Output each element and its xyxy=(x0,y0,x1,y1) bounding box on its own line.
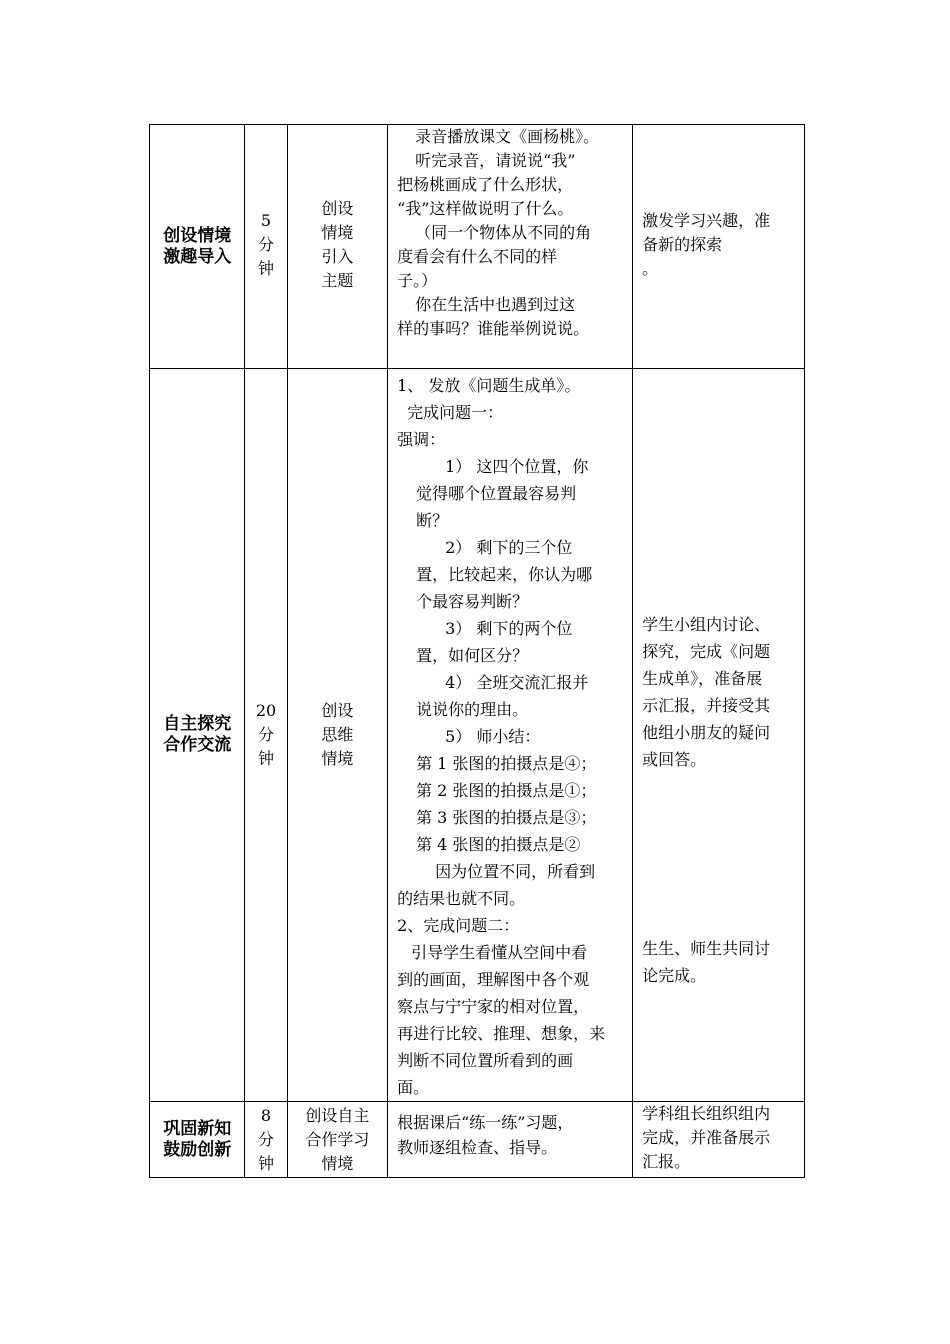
content-line: 你在生活中也遇到过这 xyxy=(415,295,576,314)
content-line: 强调： xyxy=(397,430,446,449)
purpose-line: 学生小组内讨论、 xyxy=(642,615,771,634)
content-line: 5） 师小结： xyxy=(445,727,541,746)
table-row xyxy=(150,125,805,369)
content-line: 因为位置不同，所看到 xyxy=(435,862,596,881)
method-line: 创设 xyxy=(321,199,354,218)
content-line: 第 1 张图的拍摄点是④； xyxy=(416,754,597,773)
purpose-line: 。 xyxy=(642,259,659,278)
stage-cell xyxy=(150,369,245,1102)
purpose-line: 学科组长组织组内 xyxy=(642,1104,771,1123)
content-line: 的结果也就不同。 xyxy=(397,889,526,908)
content-line: 教师逐组检查、指导。 xyxy=(397,1138,558,1157)
stage-line: 鼓励创新 xyxy=(163,1139,232,1160)
stage-cell xyxy=(150,125,245,369)
method-line: 主题 xyxy=(321,271,354,290)
time-line: 分 xyxy=(258,235,275,254)
purpose-line: 生生、师生共同讨 xyxy=(642,939,771,958)
time-line: 钟 xyxy=(258,259,275,278)
time-line: 分 xyxy=(258,1129,275,1149)
content-line: 2、完成问题二： xyxy=(397,916,520,935)
purpose-cell xyxy=(633,125,805,369)
time-line: 钟 xyxy=(258,1153,275,1173)
content-line: 1） 这四个位置，你 xyxy=(445,457,589,476)
stage-line: 巩固新知 xyxy=(163,1118,232,1139)
content-line: 完成问题一： xyxy=(407,403,504,422)
method-cell xyxy=(287,125,387,369)
content-line: 4） 全班交流汇报并 xyxy=(445,673,589,692)
content-line: 断？ xyxy=(416,511,449,530)
method-cell xyxy=(287,1102,387,1178)
stage-line: 合作交流 xyxy=(163,735,232,755)
lesson-plan-table xyxy=(149,124,805,1178)
time-cell xyxy=(245,369,287,1102)
content-line: 根据课后“练一练”习题， xyxy=(397,1113,574,1132)
content-line: 度看会有什么不同的样 xyxy=(397,247,558,266)
content-line: 引导学生看懂从空间中看 xyxy=(411,943,588,962)
content-line: 录音播放课文《画杨桃》。 xyxy=(415,127,600,146)
method-line: 创设自主 xyxy=(305,1105,370,1125)
content-line: 第 4 张图的拍摄点是② xyxy=(416,835,581,854)
content-line: 第 3 张图的拍摄点是③； xyxy=(416,808,597,827)
stage-cell xyxy=(150,1102,245,1178)
content-line: 判断不同位置所看到的画 xyxy=(397,1051,574,1070)
content-line: 1、 发放《问题生成单》。 xyxy=(397,376,581,395)
time-line: 钟 xyxy=(258,749,275,768)
purpose-line: 生成单》，准备展 xyxy=(642,669,763,688)
time-line: 8 xyxy=(260,1105,272,1125)
purpose-line: 完成，并准备展示 xyxy=(642,1128,771,1147)
method-cell xyxy=(287,369,387,1102)
content-line: 3） 剩下的两个位 xyxy=(445,619,573,638)
content-line: 察点与宁宁家的相对位置， xyxy=(397,997,590,1016)
time-line: 20 xyxy=(255,701,277,720)
content-line: 样的事吗？谁能举例说说。 xyxy=(397,319,590,338)
method-line: 创设 xyxy=(321,701,354,720)
content-line: 觉得哪个位置最容易判 xyxy=(416,484,577,503)
purpose-line: 激发学习兴趣，准 xyxy=(642,211,771,230)
stage-line: 自主探究 xyxy=(163,714,232,734)
purpose-line: 示汇报，并接受其 xyxy=(642,696,771,715)
content-line: 说说你的理由。 xyxy=(416,700,529,719)
content-line: 再进行比较、推理、想象，来 xyxy=(397,1024,606,1043)
method-line: 合作学习 xyxy=(305,1129,370,1149)
content-line: 到的画面，理解图中各个观 xyxy=(397,970,590,989)
content-cell xyxy=(388,125,633,369)
content-line: 2） 剩下的三个位 xyxy=(445,538,573,557)
content-line: 听完录音，请说说“我” xyxy=(415,151,576,170)
purpose-line: 论完成。 xyxy=(642,966,707,985)
method-line: 情境 xyxy=(321,223,354,242)
content-line: 面。 xyxy=(397,1078,430,1097)
content-line: 个最容易判断？ xyxy=(416,592,529,611)
purpose-cell xyxy=(633,369,805,1102)
purpose-line: 探究，完成《问题 xyxy=(642,642,771,661)
purpose-line: 或回答。 xyxy=(642,750,707,769)
content-cell xyxy=(388,1102,633,1178)
purpose-line: 备新的探索 xyxy=(642,235,723,254)
content-line: 置，如何区分？ xyxy=(416,646,529,665)
stage-line: 创设情境 xyxy=(163,225,232,246)
method-line: 情境 xyxy=(321,1153,354,1173)
content-line: 子。） xyxy=(397,271,438,290)
purpose-cell xyxy=(633,1102,805,1178)
content-line: （同一个物体从不同的角 xyxy=(415,223,592,242)
purpose-line: 他组小朋友的疑问 xyxy=(642,723,771,742)
method-line: 情境 xyxy=(321,749,354,768)
method-line: 思维 xyxy=(321,725,354,744)
content-line: “我”这样做说明了什么。 xyxy=(397,199,574,218)
table-row xyxy=(150,369,805,1102)
method-line: 引入 xyxy=(321,247,354,266)
time-line: 5 xyxy=(260,211,272,230)
stage-line: 激趣导入 xyxy=(163,246,232,267)
time-cell xyxy=(245,1102,287,1178)
table-row xyxy=(150,1102,805,1178)
time-line: 分 xyxy=(258,725,275,744)
content-line: 置，比较起来，你认为哪 xyxy=(416,565,593,584)
purpose-line: 汇报。 xyxy=(642,1152,691,1171)
content-cell xyxy=(388,369,633,1102)
time-cell xyxy=(245,125,287,369)
content-line: 第 2 张图的拍摄点是①； xyxy=(416,781,597,800)
content-line: 把杨桃画成了什么形状， xyxy=(397,175,574,194)
